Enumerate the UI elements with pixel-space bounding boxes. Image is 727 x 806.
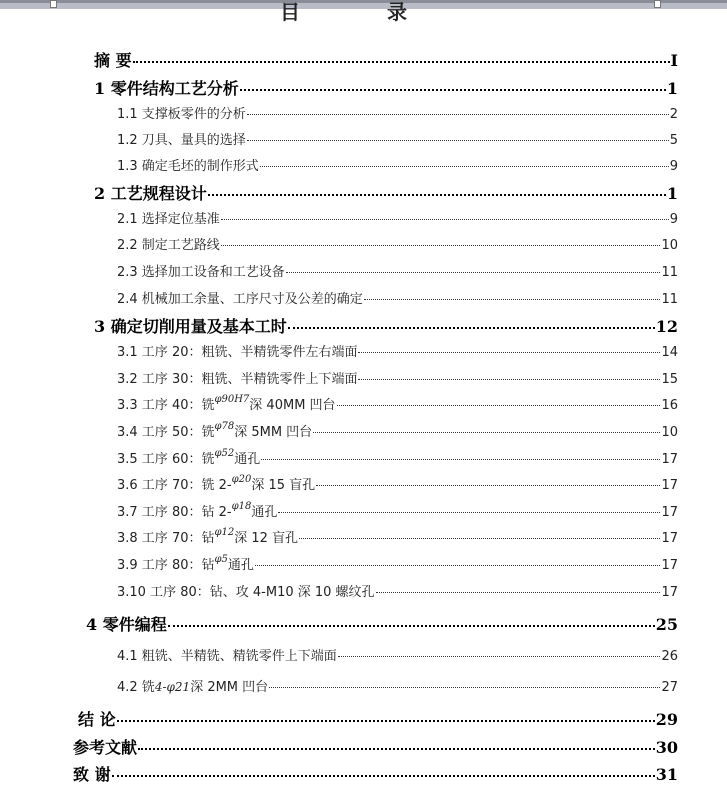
toc-entry-label: 3.1 工序 20：粗铣、半精铣零件左右端面 (117, 345, 358, 360)
toc-heading-entry[interactable] (94, 48, 678, 74)
toc-entry-label: 2 工艺规程设计 (94, 184, 207, 203)
toc-entry-label: 3.6 工序 70：铣 2-$^{\varphi 20}$深 15 盲孔 (117, 474, 316, 493)
dot-leader (221, 218, 669, 220)
page-number: 15 (661, 372, 678, 387)
toc-subentry[interactable] (117, 448, 678, 472)
toc-subentry[interactable] (117, 554, 678, 578)
dot-leader (364, 298, 661, 300)
toc-title: 目 录 (280, 0, 447, 24)
page-number: 16 (661, 398, 678, 413)
toc-entry-label: 3 确定切削用量及基本工时 (94, 317, 287, 336)
toc-subentry[interactable] (117, 368, 678, 392)
diameter-symbol: 4-φ21 (154, 680, 191, 694)
page-number: 1 (666, 184, 678, 203)
toc-subentry[interactable] (117, 676, 678, 700)
toc-entry-label: 1.2 刀具、量具的选择 (117, 133, 246, 148)
dot-leader (338, 655, 661, 657)
dot-leader (255, 564, 661, 566)
toc-entry-label: 3.8 工序 70：钻$^{\varphi 12}$深 12 盲孔 (117, 527, 299, 546)
page-number: 17 (661, 558, 678, 573)
dot-leader (117, 719, 655, 722)
toc-subentry[interactable] (117, 527, 678, 551)
page-number: 9 (669, 159, 678, 174)
dot-leader (138, 747, 655, 750)
toc-subentry[interactable] (117, 261, 678, 285)
dot-leader (288, 326, 655, 329)
toc-entry-label: 4.2 铣4-φ21深 2MM 凹台 (117, 680, 269, 695)
toc-entry-label: 3.7 工序 80：钻 2-$^{\varphi 18}$通孔 (117, 501, 278, 520)
dot-leader (133, 60, 670, 63)
toc-entry-label: 3.10 工序 80：钻、攻 4-M10 深 10 螺纹孔 (117, 585, 375, 600)
diameter-symbol: φ5 (214, 554, 228, 565)
toc-subentry[interactable] (117, 129, 678, 153)
page-number: 11 (661, 292, 678, 307)
toc-entry-label: 结 论 (78, 710, 116, 729)
diameter-symbol: φ18 (231, 501, 252, 512)
dot-leader (247, 113, 669, 115)
page-number: 5 (669, 133, 678, 148)
toc-entry-label: 3.3 工序 40：铣$^{\varphi 90H7}$深 40MM 凹台 (117, 394, 336, 413)
toc-entry-label: 致 谢 (73, 765, 111, 784)
dot-leader (358, 351, 660, 353)
toc-entry-label: 参考文献 (73, 738, 138, 757)
dot-leader (221, 244, 661, 246)
toc-entry-label: 3.9 工序 80：钻$^{\varphi 5}$通孔 (117, 554, 254, 573)
toc-entry-label: 1 零件结构工艺分析 (94, 79, 239, 98)
toc-entry-label: 2.4 机械加工余量、工序尺寸及公差的确定 (117, 292, 363, 307)
page-number: 9 (669, 212, 678, 227)
toc-entry-label: 3.4 工序 50：铣$^{\varphi 78}$深 5MM 凹台 (117, 421, 313, 440)
toc-heading-entry[interactable] (73, 762, 678, 788)
dot-leader (376, 591, 661, 593)
dot-leader (299, 537, 660, 539)
page-number: 29 (655, 710, 678, 729)
toc-subentry[interactable] (117, 155, 678, 179)
dot-leader (208, 193, 666, 196)
page-number: 31 (655, 765, 678, 784)
dot-leader (247, 139, 669, 141)
page-number: 1 (666, 79, 678, 98)
toc-entry-label: 1.3 确定毛坯的制作形式 (117, 159, 259, 174)
dot-leader (260, 165, 669, 167)
page-number: 10 (661, 238, 678, 253)
toc-subentry[interactable] (117, 474, 678, 498)
toc-entry-label: 3.5 工序 60：铣$^{\varphi 52}$通孔 (117, 448, 261, 467)
page-number: 30 (655, 738, 678, 757)
toc-subentry[interactable] (117, 581, 678, 605)
page-number: 17 (661, 585, 678, 600)
dot-leader (112, 774, 655, 777)
toc-entry-label: 2.2 制定工艺路线 (117, 238, 220, 253)
toc-subentry[interactable] (117, 645, 678, 669)
page-number: 14 (661, 345, 678, 360)
toc-heading-entry[interactable] (94, 76, 678, 102)
toc-entry-label: 4.1 粗铣、半精铣、精铣零件上下端面 (117, 649, 337, 664)
toc-entry-label: 2.1 选择定位基准 (117, 212, 220, 227)
toc-heading-entry[interactable] (94, 314, 678, 340)
page-number: 11 (661, 265, 678, 280)
toc-subentry[interactable] (117, 288, 678, 312)
page-number: 12 (655, 317, 678, 336)
page-number: 10 (661, 425, 678, 440)
diameter-symbol: φ90H7 (214, 394, 250, 405)
page-number: I (670, 51, 678, 70)
toc-subentry[interactable] (117, 341, 678, 365)
toc-heading-entry[interactable] (94, 181, 678, 207)
toc-subentry[interactable] (117, 234, 678, 258)
toc-subentry[interactable] (117, 501, 678, 525)
toc-entry-label: 2.3 选择加工设备和工艺设备 (117, 265, 285, 280)
diameter-symbol: φ12 (214, 527, 235, 538)
page-number: 17 (661, 452, 678, 467)
page-number: 26 (661, 649, 678, 664)
diameter-symbol: φ20 (231, 474, 252, 485)
toc-heading-entry[interactable] (86, 612, 678, 638)
dot-leader (313, 431, 660, 433)
dot-leader (240, 88, 666, 91)
dot-leader (316, 484, 660, 486)
dot-leader (168, 624, 655, 627)
toc-subentry[interactable] (117, 208, 678, 232)
dot-leader (261, 458, 660, 460)
toc-entry-label: 摘 要 (94, 51, 132, 70)
toc-entry-label: 3.2 工序 30：粗铣、半精铣零件上下端面 (117, 372, 358, 387)
toc-subentry[interactable] (117, 421, 678, 445)
dot-leader (286, 271, 661, 273)
toc-entry-label: 4 零件编程 (86, 615, 167, 634)
diameter-symbol: φ52 (214, 448, 235, 459)
toc-subentry[interactable] (117, 103, 678, 127)
toc-entry-label: 1.1 支撑板零件的分析 (117, 107, 246, 122)
page-number: 2 (669, 107, 678, 122)
page-number: 17 (661, 505, 678, 520)
dot-leader (269, 686, 660, 688)
page-number: 17 (661, 531, 678, 546)
diameter-symbol: φ78 (214, 421, 235, 432)
dot-leader (358, 378, 660, 380)
toc-heading-entry[interactable] (78, 707, 678, 733)
page-number: 17 (661, 478, 678, 493)
dot-leader (337, 404, 661, 406)
page-number: 27 (661, 680, 678, 695)
page-number: 25 (655, 615, 678, 634)
toc-heading-entry[interactable] (73, 735, 678, 761)
dot-leader (278, 511, 660, 513)
toc-subentry[interactable] (117, 394, 678, 418)
